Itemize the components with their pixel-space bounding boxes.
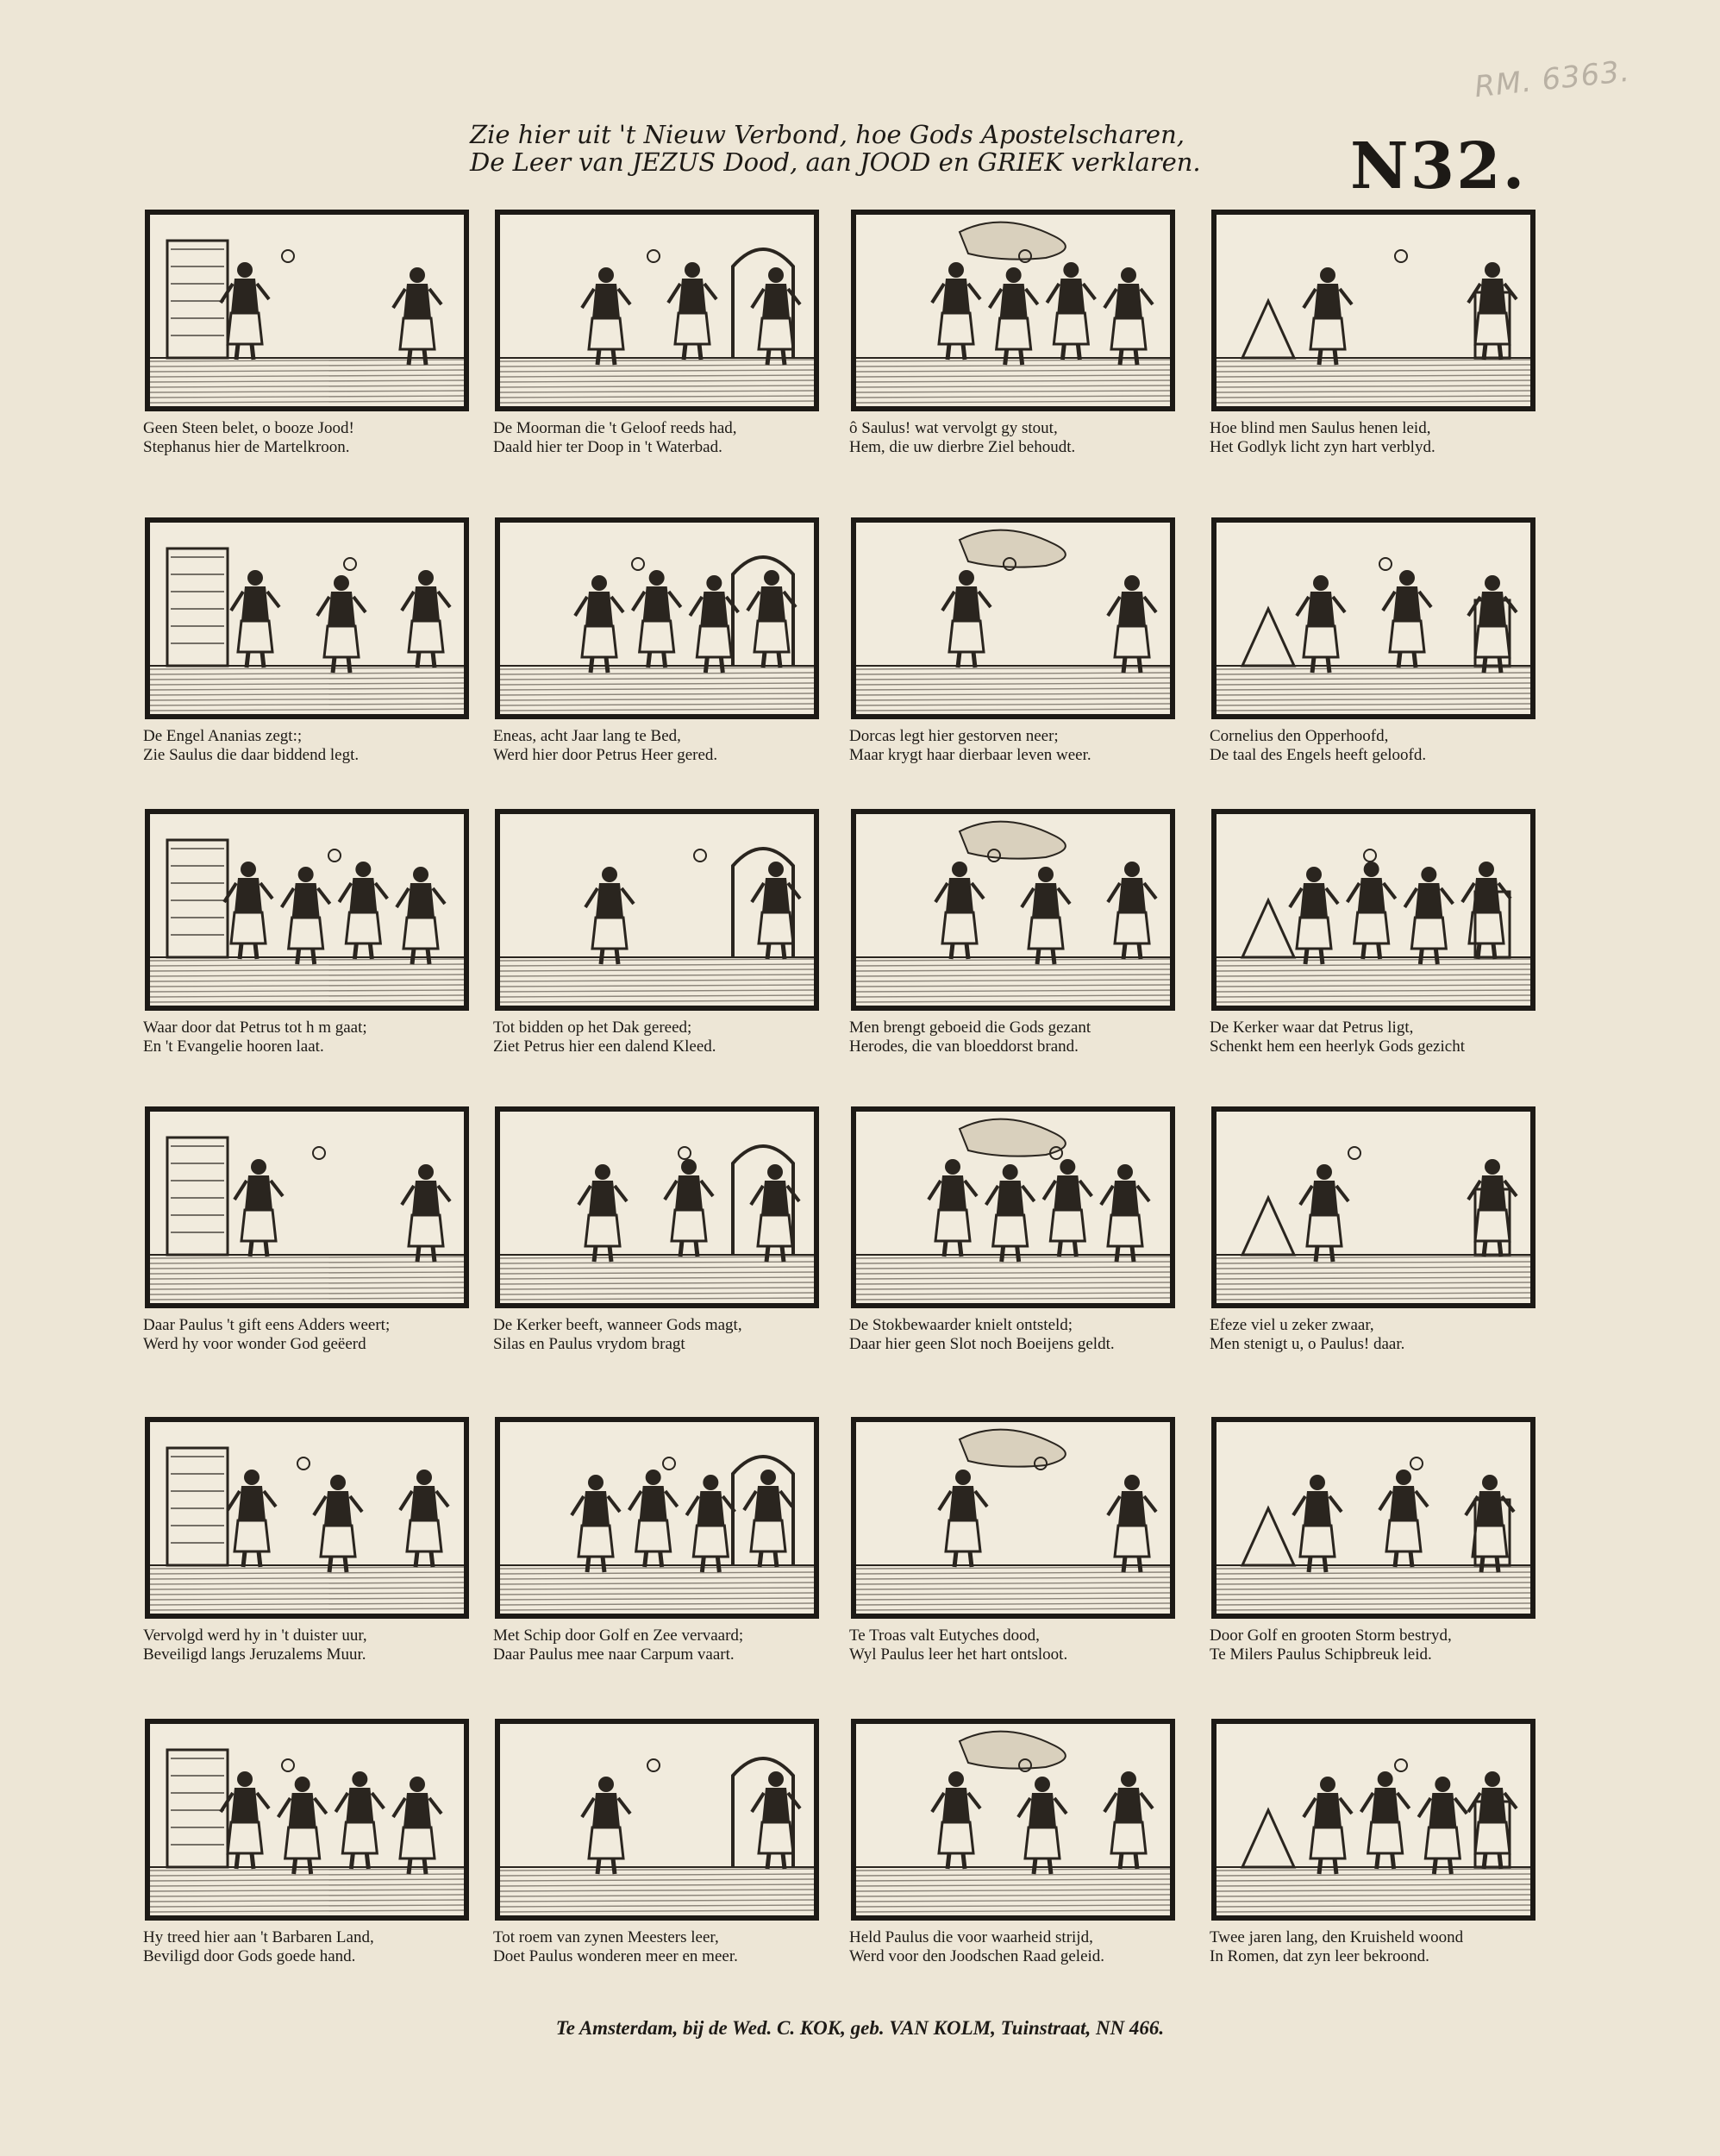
engraved-figure bbox=[1047, 262, 1095, 360]
woodcut-scene bbox=[1217, 523, 1530, 714]
woodcut-illustration bbox=[145, 210, 469, 411]
woodcut-illustration bbox=[851, 210, 1175, 411]
verse-line-2: Werd hy voor wonder God geëerd bbox=[143, 1335, 366, 1353]
woodcut-panel bbox=[495, 1417, 819, 1696]
verse-line-1: Hy treed hier aan 't Barbaren Land, bbox=[143, 1928, 374, 1946]
engraved-figure bbox=[400, 1470, 448, 1567]
engraved-figure bbox=[228, 1470, 276, 1567]
verse-line-2: Hem, die uw dierbre Ziel behoudt. bbox=[849, 438, 1076, 456]
verse-line-2: Te Milers Paulus Schipbreuk leid. bbox=[1210, 1645, 1432, 1664]
verse-line-2: Wyl Paulus leer het hart ontsloot. bbox=[849, 1645, 1068, 1664]
woodcut-scene bbox=[500, 1724, 814, 1915]
verse-caption bbox=[493, 1018, 831, 1056]
engraved-figure bbox=[1108, 575, 1156, 673]
engraved-figure bbox=[582, 267, 630, 365]
woodcut-illustration bbox=[851, 1106, 1175, 1308]
woodcut-illustration bbox=[495, 1106, 819, 1308]
engraved-figure bbox=[1348, 862, 1396, 959]
verse-caption bbox=[1210, 1928, 1548, 1966]
woodcut-scene bbox=[856, 1112, 1170, 1303]
woodcut-panel bbox=[1211, 1106, 1535, 1386]
verse-caption bbox=[143, 1316, 481, 1354]
engraved-figure bbox=[1462, 862, 1510, 959]
engraved-figure bbox=[317, 575, 366, 673]
woodcut-panel bbox=[495, 517, 819, 797]
woodcut-illustration bbox=[851, 809, 1175, 1011]
woodcut-scene bbox=[150, 1112, 464, 1303]
woodcut-illustration bbox=[1211, 1417, 1535, 1619]
verse-line-1: De Kerker waar dat Petrus ligt, bbox=[1210, 1018, 1414, 1037]
woodcut-scene bbox=[150, 814, 464, 1006]
verse-caption bbox=[849, 1316, 1187, 1354]
verse-caption bbox=[849, 419, 1187, 457]
woodcut-scene bbox=[500, 1422, 814, 1614]
verse-line-2: Daar Paulus mee naar Carpum vaart. bbox=[493, 1645, 735, 1664]
verse-line-1: Hoe blind men Saulus henen leid, bbox=[1210, 419, 1431, 437]
verse-line-2: Het Godlyk licht zyn hart verblyd. bbox=[1210, 438, 1435, 456]
engraved-figure bbox=[932, 1771, 980, 1869]
verse-line-1: Twee jaren lang, den Kruisheld woond bbox=[1210, 1928, 1464, 1946]
verse-caption bbox=[493, 1626, 831, 1664]
verse-line-2: Silas en Paulus vrydom bragt bbox=[493, 1335, 685, 1353]
engraved-figure bbox=[1101, 1164, 1149, 1262]
verse-line-1: ô Saulus! wat vervolgt gy stout, bbox=[849, 419, 1058, 437]
verse-line-2: Schenkt hem een heerlyk Gods gezicht bbox=[1210, 1037, 1465, 1056]
woodcut-illustration bbox=[1211, 809, 1535, 1011]
verse-caption bbox=[493, 1316, 831, 1354]
woodcut-panel bbox=[851, 1719, 1175, 1998]
verse-line-2: De taal des Engels heeft geloofd. bbox=[1210, 746, 1427, 764]
engraved-figure bbox=[665, 1159, 713, 1257]
woodcut-illustration bbox=[145, 1106, 469, 1308]
woodcut-scene bbox=[1217, 215, 1530, 406]
woodcut-illustration bbox=[495, 1719, 819, 1921]
engraved-figure bbox=[1466, 1475, 1514, 1572]
engraved-figure bbox=[339, 862, 387, 959]
woodcut-panel bbox=[145, 1106, 469, 1386]
woodcut-illustration bbox=[145, 1417, 469, 1619]
verse-line-1: Daar Paulus 't gift eens Adders weert; bbox=[143, 1316, 391, 1334]
woodcut-illustration bbox=[145, 517, 469, 719]
verse-line-1: Waar door dat Petrus tot h m gaat; bbox=[143, 1018, 367, 1037]
verse-line-2: Men stenigt u, o Paulus! daar. bbox=[1210, 1335, 1405, 1353]
engraved-figure bbox=[986, 1164, 1035, 1262]
engraved-figure bbox=[668, 262, 716, 360]
verse-caption bbox=[1210, 727, 1548, 765]
woodcut-scene bbox=[1217, 814, 1530, 1006]
woodcut-panel bbox=[851, 517, 1175, 797]
sheet-title bbox=[470, 120, 1201, 177]
printer-imprint: Te Amsterdam, bij de Wed. C. KOK, geb. VAN KOLM, Tuinstraat, NN 466. bbox=[555, 2017, 1165, 2039]
engraved-figure bbox=[1304, 267, 1352, 365]
woodcut-illustration bbox=[495, 210, 819, 411]
verse-line-1: Men brengt geboeid die Gods gezant bbox=[849, 1018, 1091, 1037]
verse-line-2: Stephanus hier de Martelkroon. bbox=[143, 438, 350, 456]
engraved-figure bbox=[629, 1470, 678, 1567]
verse-line-1: Vervolgd werd hy in 't duister uur, bbox=[143, 1626, 367, 1645]
verse-caption bbox=[849, 1928, 1187, 1966]
engraved-figure bbox=[932, 262, 980, 360]
woodcut-panel bbox=[145, 1719, 469, 1998]
verse-caption bbox=[1210, 419, 1548, 457]
verse-caption bbox=[1210, 1626, 1548, 1664]
verse-line-1: Tot bidden op het Dak gereed; bbox=[493, 1018, 692, 1037]
engraved-figure bbox=[582, 1777, 630, 1874]
verse-caption bbox=[143, 419, 481, 457]
engraved-figure bbox=[1043, 1159, 1091, 1257]
woodcut-panel bbox=[1211, 1417, 1535, 1696]
woodcut-illustration bbox=[851, 1719, 1175, 1921]
verse-line-1: De Stokbewaarder knielt ontsteld; bbox=[849, 1316, 1073, 1334]
woodcut-panel bbox=[851, 210, 1175, 489]
engraved-figure bbox=[402, 1164, 450, 1262]
woodcut-illustration bbox=[145, 809, 469, 1011]
title-line-1: Zie hier uit 't Nieuw Verbond, hoe Gods Apostelscharen, bbox=[470, 120, 1185, 149]
verse-line-1: Efeze viel u zeker zwaar, bbox=[1210, 1316, 1374, 1334]
verse-line-2: Daar hier geen Slot noch Boeijens geldt. bbox=[849, 1335, 1115, 1353]
engraved-figure bbox=[314, 1475, 362, 1572]
engraved-figure bbox=[224, 862, 272, 959]
verse-line-1: Met Schip door Golf en Zee vervaard; bbox=[493, 1626, 744, 1645]
engraved-figure bbox=[231, 570, 279, 667]
verse-caption bbox=[143, 1626, 481, 1664]
verse-line-1: De Engel Ananias zegt:; bbox=[143, 727, 303, 745]
engraved-figure bbox=[393, 267, 441, 365]
verse-line-2: Doet Paulus wonderen meer en meer. bbox=[493, 1947, 738, 1965]
engraved-figure bbox=[935, 862, 984, 959]
woodcut-scene bbox=[150, 1724, 464, 1915]
engraved-figure bbox=[1108, 1475, 1156, 1572]
verse-caption bbox=[143, 1928, 481, 1966]
engraved-figure bbox=[393, 1777, 441, 1874]
woodcut-scene bbox=[500, 1112, 814, 1303]
engraved-figure bbox=[282, 867, 330, 964]
verse-line-1: Te Troas valt Eutyches dood, bbox=[849, 1626, 1040, 1645]
woodcut-panel bbox=[1211, 517, 1535, 797]
verse-line-2: Beviligd door Gods goede hand. bbox=[143, 1947, 356, 1965]
engraved-figure bbox=[397, 867, 445, 964]
verse-caption bbox=[1210, 1316, 1548, 1354]
verse-line-1: Geen Steen belet, o booze Jood! bbox=[143, 419, 354, 437]
engraved-figure bbox=[686, 1475, 735, 1572]
woodcut-panel bbox=[145, 1417, 469, 1696]
engraved-figure bbox=[1404, 867, 1453, 964]
woodcut-scene bbox=[150, 523, 464, 714]
verse-line-1: Cornelius den Opperhoofd, bbox=[1210, 727, 1389, 745]
engraved-figure bbox=[747, 570, 796, 667]
woodcut-panel bbox=[1211, 1719, 1535, 1998]
engraved-figure bbox=[1300, 1164, 1348, 1262]
woodcut-panel bbox=[1211, 809, 1535, 1088]
engraved-figure bbox=[1018, 1777, 1066, 1874]
archive-inventory-note: RM. 6363. bbox=[1473, 53, 1632, 105]
woodcut-scene bbox=[856, 523, 1170, 714]
woodcut-illustration bbox=[495, 517, 819, 719]
woodcut-panel bbox=[495, 809, 819, 1088]
engraved-figure bbox=[942, 570, 991, 667]
woodcut-illustration bbox=[495, 809, 819, 1011]
engraved-figure bbox=[1297, 575, 1345, 673]
engraved-figure bbox=[1379, 1470, 1428, 1567]
woodcut-scene bbox=[500, 814, 814, 1006]
verse-caption bbox=[849, 1626, 1187, 1664]
woodcut-illustration bbox=[145, 1719, 469, 1921]
woodcut-illustration bbox=[1211, 517, 1535, 719]
engraved-figure bbox=[929, 1159, 977, 1257]
woodcut-illustration bbox=[1211, 210, 1535, 411]
verse-line-1: Tot roem van zynen Meesters leer, bbox=[493, 1928, 719, 1946]
woodcut-illustration bbox=[851, 517, 1175, 719]
engraved-figure bbox=[335, 1771, 384, 1869]
woodcut-panel bbox=[851, 809, 1175, 1088]
woodcut-scene bbox=[1217, 1724, 1530, 1915]
woodcut-scene bbox=[856, 1422, 1170, 1614]
engraved-figure bbox=[402, 570, 450, 667]
woodcut-panel bbox=[495, 1719, 819, 1998]
verse-line-1: Door Golf en grooten Storm bestryd, bbox=[1210, 1626, 1452, 1645]
woodcut-panel bbox=[495, 1106, 819, 1386]
engraved-figure bbox=[1108, 862, 1156, 959]
engraved-figure bbox=[690, 575, 738, 673]
engraved-figure bbox=[572, 1475, 620, 1572]
verse-line-2: Werd hier door Petrus Heer gered. bbox=[493, 746, 718, 764]
verse-caption bbox=[849, 1018, 1187, 1056]
verse-line-1: Dorcas legt hier gestorven neer; bbox=[849, 727, 1059, 745]
engraved-figure bbox=[1104, 267, 1153, 365]
verse-caption bbox=[493, 727, 831, 765]
sheet-number: N32. bbox=[1350, 129, 1527, 204]
engraved-figure bbox=[939, 1470, 987, 1567]
engraved-figure bbox=[585, 867, 634, 964]
verse-caption bbox=[143, 1018, 481, 1056]
verse-line-1: Eneas, acht Jaar lang te Bed, bbox=[493, 727, 681, 745]
engraved-figure bbox=[1383, 570, 1431, 667]
verse-caption bbox=[493, 419, 831, 457]
engraved-figure bbox=[1361, 1771, 1410, 1869]
verse-caption bbox=[1210, 1018, 1548, 1056]
woodcut-illustration bbox=[495, 1417, 819, 1619]
engraved-figure bbox=[1290, 867, 1338, 964]
woodcut-illustration bbox=[1211, 1719, 1535, 1921]
engraved-figure bbox=[744, 1470, 792, 1567]
verse-line-2: En 't Evangelie hooren laat. bbox=[143, 1037, 324, 1056]
woodcut-scene bbox=[500, 523, 814, 714]
engraved-figure bbox=[1022, 867, 1070, 964]
woodcut-panel bbox=[851, 1417, 1175, 1696]
woodcut-panel bbox=[851, 1106, 1175, 1386]
engraved-figure bbox=[1104, 1771, 1153, 1869]
woodcut-scene bbox=[1217, 1422, 1530, 1614]
woodcut-scene bbox=[856, 1724, 1170, 1915]
engraved-figure bbox=[579, 1164, 627, 1262]
verse-line-2: Maar krygt haar dierbaar leven weer. bbox=[849, 746, 1091, 764]
woodcut-scene bbox=[500, 215, 814, 406]
engraved-figure bbox=[278, 1777, 327, 1874]
verse-line-2: Werd voor den Joodschen Raad geleid. bbox=[849, 1947, 1105, 1965]
woodcut-scene bbox=[856, 215, 1170, 406]
verse-line-2: In Romen, dat zyn leer bekroond. bbox=[1210, 1947, 1429, 1965]
verse-line-2: Herodes, die van bloeddorst brand. bbox=[849, 1037, 1079, 1056]
woodcut-panel bbox=[1211, 210, 1535, 489]
engraved-figure bbox=[1293, 1475, 1342, 1572]
engraved-figure bbox=[1418, 1777, 1467, 1874]
engraved-figure bbox=[633, 570, 681, 667]
woodcut-illustration bbox=[851, 1417, 1175, 1619]
verse-line-1: Held Paulus die voor waarheid strijd, bbox=[849, 1928, 1093, 1946]
woodcut-panel bbox=[145, 210, 469, 489]
verse-line-2: Zie Saulus die daar biddend legt. bbox=[143, 746, 360, 764]
engraved-figure bbox=[990, 267, 1038, 365]
woodcut-panel bbox=[145, 809, 469, 1088]
verse-line-2: Ziet Petrus hier een dalend Kleed. bbox=[493, 1037, 716, 1056]
verse-caption bbox=[849, 727, 1187, 765]
woodcut-panel bbox=[495, 210, 819, 489]
woodcut-illustration bbox=[1211, 1106, 1535, 1308]
verse-line-2: Daald hier ter Doop in 't Waterbad. bbox=[493, 438, 722, 456]
woodcut-scene bbox=[150, 215, 464, 406]
woodcut-scene bbox=[1217, 1112, 1530, 1303]
verse-line-1: De Kerker beeft, wanneer Gods magt, bbox=[493, 1316, 742, 1334]
verse-caption bbox=[143, 727, 481, 765]
woodcut-scene bbox=[856, 814, 1170, 1006]
woodcut-panel bbox=[145, 517, 469, 797]
woodcut-scene bbox=[150, 1422, 464, 1614]
engraved-figure bbox=[575, 575, 623, 673]
verse-caption bbox=[493, 1928, 831, 1966]
engraved-figure bbox=[1304, 1777, 1352, 1874]
verse-line-1: De Moorman die 't Geloof reeds had, bbox=[493, 419, 737, 437]
verse-line-2: Beveiligd langs Jeruzalems Muur. bbox=[143, 1645, 366, 1664]
engraved-figure bbox=[235, 1159, 283, 1257]
title-line-2: De Leer van JEZUS Dood, aan JOOD en GRIEK verklaren. bbox=[470, 147, 1201, 177]
